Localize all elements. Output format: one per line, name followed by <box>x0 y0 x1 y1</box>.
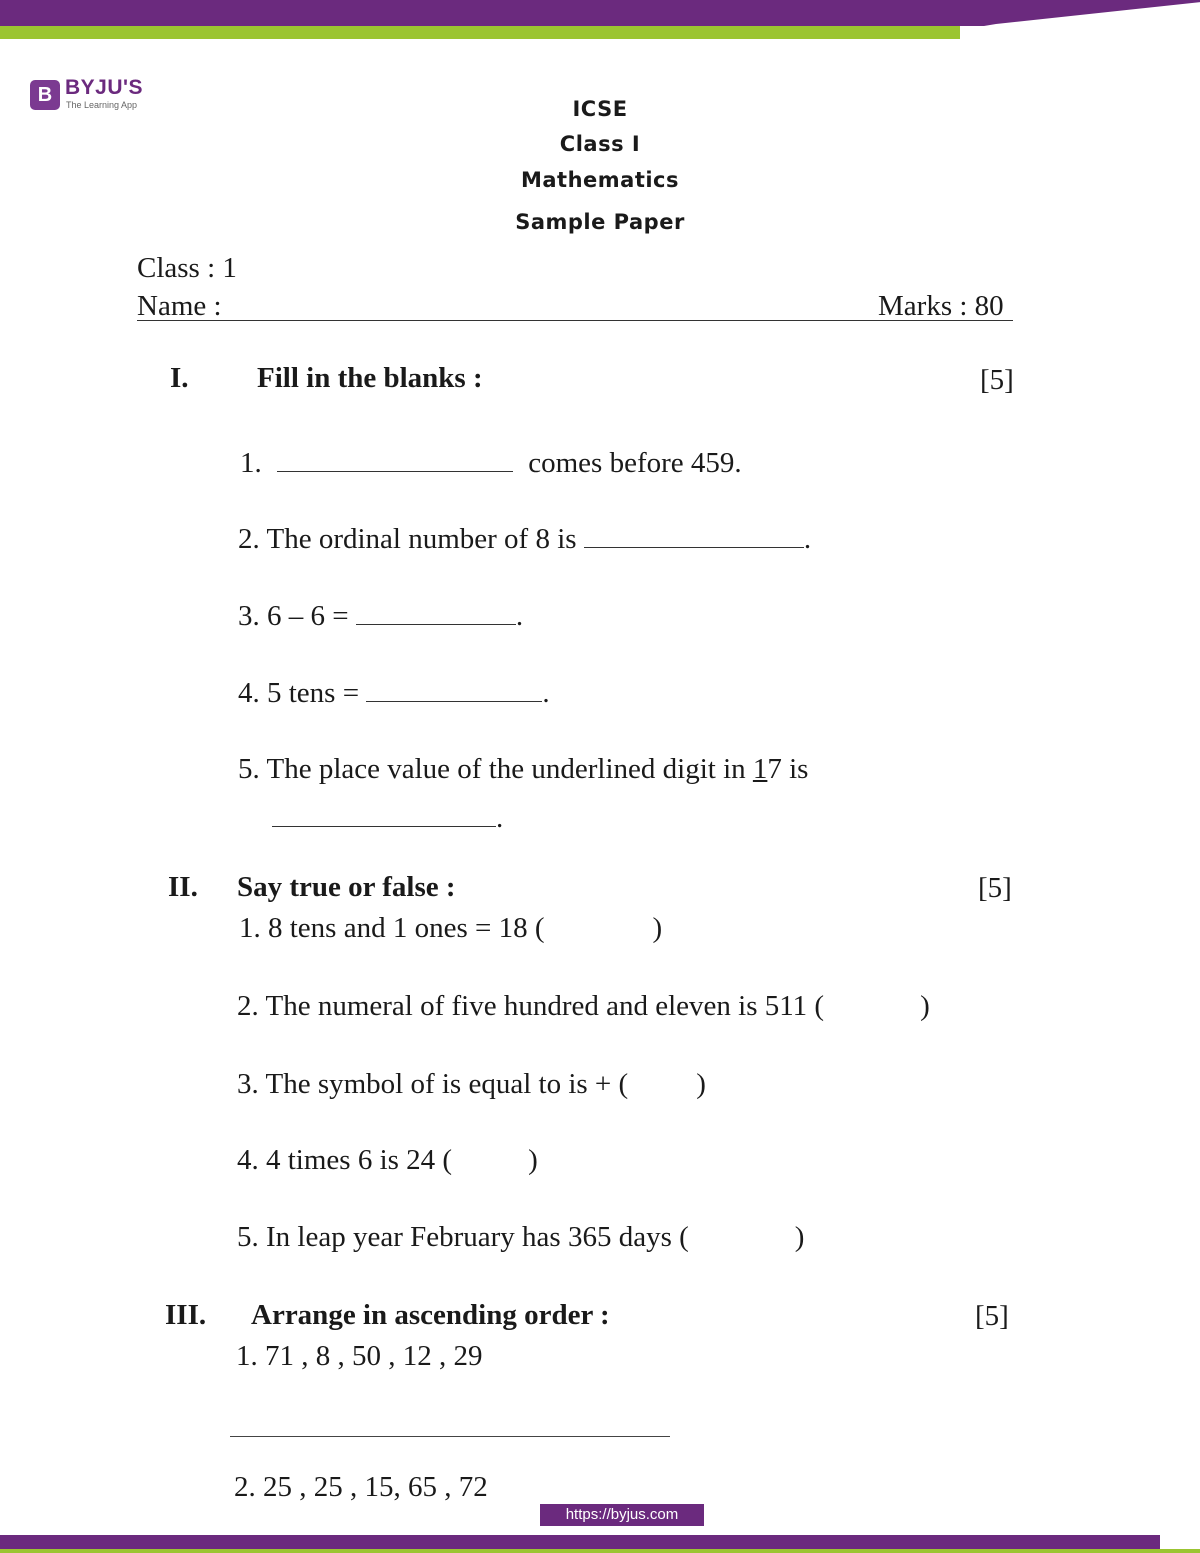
paren-close: ) <box>696 1068 706 1100</box>
section-1-number: I. <box>170 362 189 394</box>
answer-blank[interactable] <box>366 675 542 702</box>
question-end: . <box>542 677 550 709</box>
question-number: 5. <box>238 753 260 785</box>
question-row <box>239 912 662 945</box>
question-row <box>237 1144 538 1177</box>
byjus-logo <box>30 78 160 118</box>
paren-close: ) <box>528 1144 538 1176</box>
section-3-number: III. <box>165 1299 207 1331</box>
name-label: Name : <box>137 290 222 322</box>
question-text: 5 tens = <box>267 677 360 709</box>
bottom-banner-green <box>0 1549 1200 1553</box>
question-text: 8 tens and 1 ones = 18 ( <box>268 912 545 944</box>
logo-tagline: The Learning App <box>66 100 138 110</box>
name-underline <box>137 320 1013 321</box>
class-label: Class : 1 <box>137 252 237 284</box>
question-text: 6 – 6 = <box>267 600 349 632</box>
question-row <box>236 1340 483 1373</box>
question-row <box>238 598 523 633</box>
question-text: In leap year February has 365 days ( <box>266 1221 689 1253</box>
exam-board: ICSE <box>572 97 628 121</box>
digit-rest: 7 <box>767 753 782 785</box>
paren-close: ) <box>652 912 663 944</box>
class-title: Class I <box>559 132 641 156</box>
answer-line[interactable] <box>230 1436 670 1437</box>
question-number: 2. <box>237 990 259 1022</box>
question-row <box>237 990 930 1023</box>
question-row <box>237 1221 804 1254</box>
answer-blank[interactable] <box>277 445 513 472</box>
question-text: The symbol of is equal to is + ( <box>265 1068 629 1100</box>
question-row <box>238 753 808 786</box>
question-text: The numeral of five hundred and eleven is 511 ( <box>265 990 825 1022</box>
question-number: 2. <box>234 1471 256 1503</box>
logo-name: BYJU'S <box>65 76 144 99</box>
top-banner-green <box>0 26 960 39</box>
question-number: 3. <box>238 600 260 632</box>
answer-blank[interactable] <box>272 800 496 827</box>
question-text: The place value of the underlined digit in <box>266 753 746 785</box>
section-3-title: Arrange in ascending order : <box>251 1299 610 1331</box>
question-number: 2. <box>238 523 260 555</box>
question-row <box>237 1068 706 1101</box>
question-row <box>234 1471 488 1504</box>
question-text: The ordinal number of 8 is <box>266 523 577 555</box>
paren-close: ) <box>920 990 930 1022</box>
section-2-marks: [5] <box>978 872 1012 904</box>
section-1-title: Fill in the blanks : <box>257 362 483 394</box>
paren-close: ) <box>794 1221 805 1253</box>
question-text: is <box>789 753 809 785</box>
byjus-logo-icon: B <box>30 80 60 110</box>
question-text: 25 , 25 , 15, 65 , 72 <box>263 1471 488 1503</box>
question-row <box>240 445 742 480</box>
question-number: 4. <box>237 1144 259 1176</box>
question-number: 4. <box>238 677 260 709</box>
bottom-banner-purple <box>0 1535 1160 1549</box>
marks-label: Marks : 80 <box>878 290 1004 322</box>
question-row <box>238 521 811 556</box>
question-end: . <box>496 802 504 834</box>
question-row <box>238 675 550 710</box>
question-row-continued <box>272 800 503 835</box>
underlined-digit: 1 <box>752 753 768 785</box>
subject-title: Mathematics <box>520 168 680 192</box>
question-end: . <box>515 600 524 632</box>
answer-blank[interactable] <box>356 598 516 625</box>
question-number: 1. <box>236 1340 258 1372</box>
footer-url[interactable]: https://byjus.com <box>540 1504 704 1526</box>
question-number: 3. <box>237 1068 259 1100</box>
question-text: comes before 459. <box>528 447 742 479</box>
section-2-title: Say true or false : <box>237 871 456 903</box>
section-3-marks: [5] <box>975 1300 1009 1332</box>
question-number: 1. <box>239 912 261 944</box>
question-end: . <box>803 523 812 555</box>
paper-title: Sample Paper <box>515 210 685 234</box>
question-number: 1. <box>240 447 262 479</box>
answer-blank[interactable] <box>584 521 804 548</box>
question-number: 5. <box>237 1221 259 1253</box>
question-text: 4 times 6 is 24 ( <box>266 1144 453 1176</box>
section-1-marks: [5] <box>980 364 1014 396</box>
section-2-number: II. <box>168 871 198 903</box>
question-text: 71 , 8 , 50 , 12 , 29 <box>265 1340 483 1372</box>
